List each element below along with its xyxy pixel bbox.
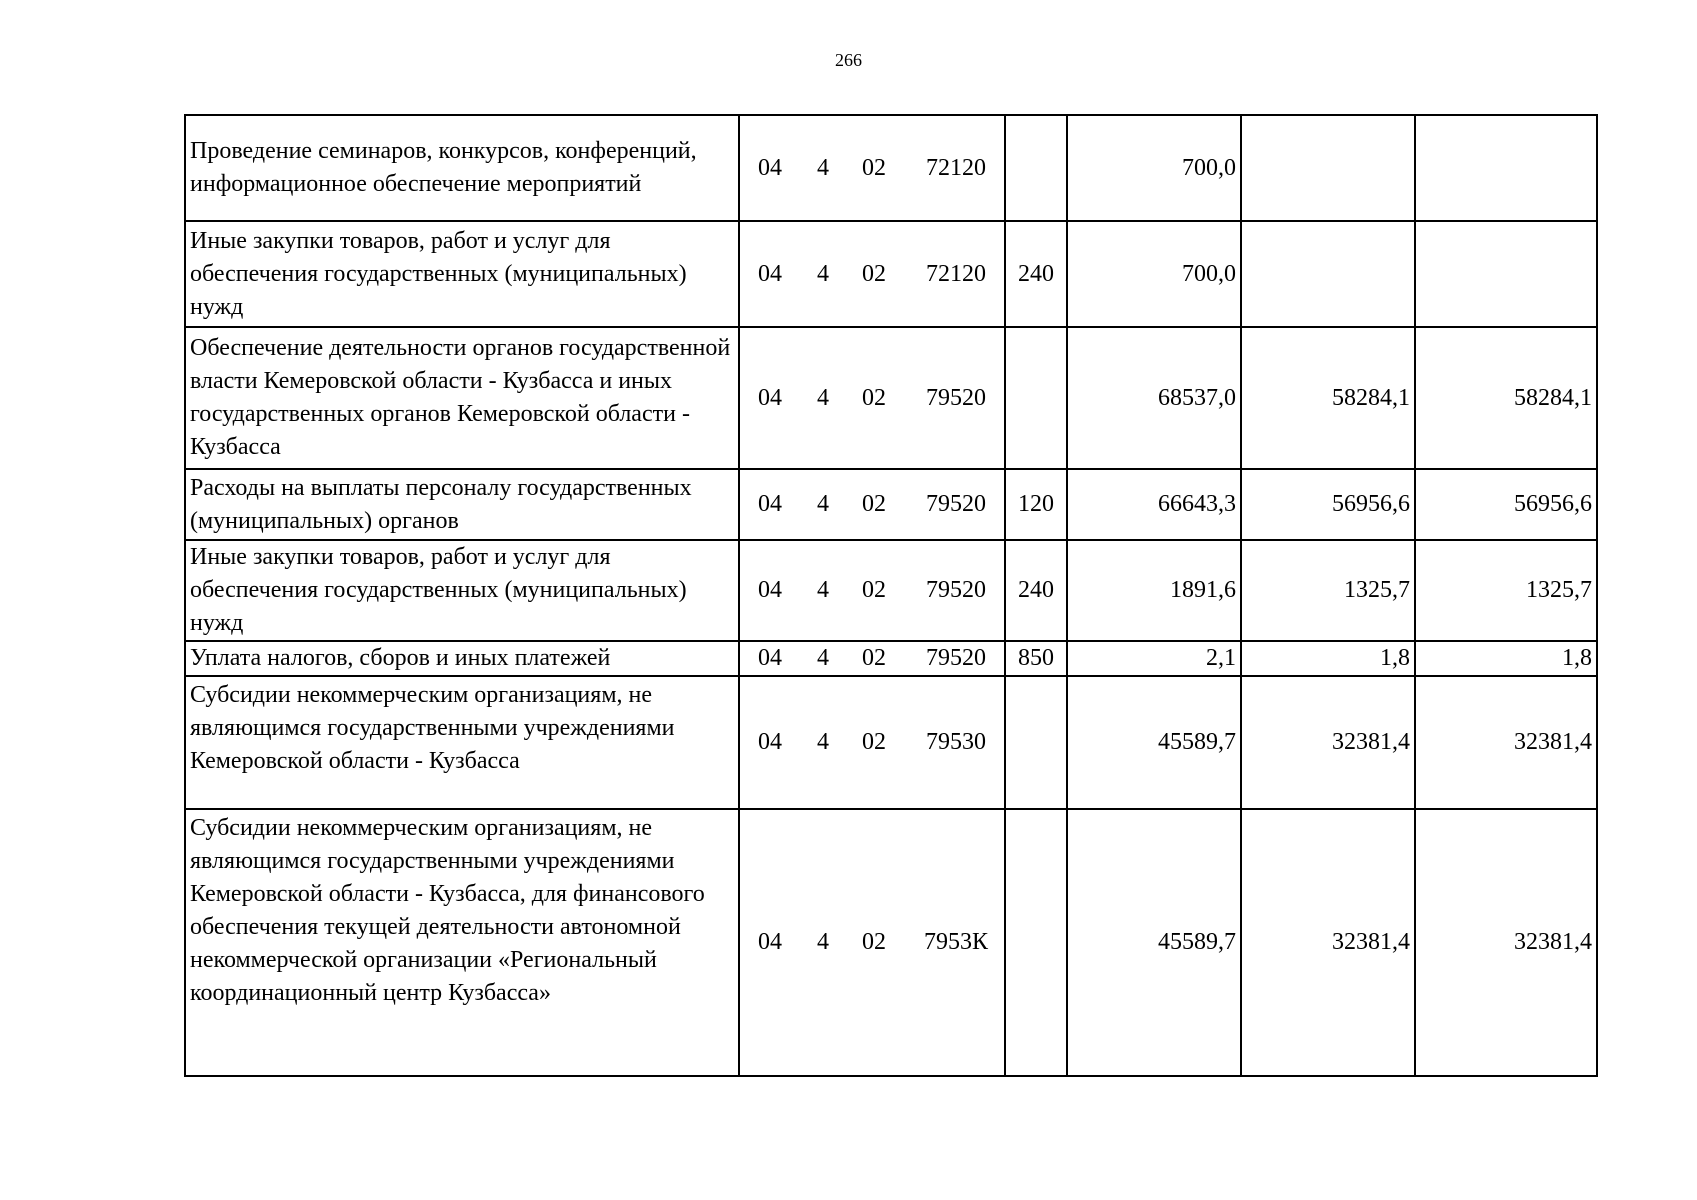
code-subprogram: 02 <box>862 384 886 411</box>
table-row <box>185 327 1597 469</box>
code-direction: 79520 <box>926 491 986 517</box>
expense-type-code <box>1005 115 1067 221</box>
code-subprogram: 02 <box>862 154 886 181</box>
expense-type-code: 240 <box>1005 540 1067 641</box>
code-program: 4 <box>817 929 829 955</box>
code-direction: 79520 <box>926 577 986 603</box>
value-year-3 <box>1415 221 1597 327</box>
code-subprogram: 02 <box>862 577 886 603</box>
value-year-3: 1,8 <box>1415 641 1597 676</box>
table-row <box>185 676 1597 809</box>
value-year-2: 32381,4 <box>1241 809 1415 1076</box>
row-codes <box>739 115 1005 221</box>
value-year-3: 32381,4 <box>1415 809 1597 1076</box>
table-row <box>185 469 1597 540</box>
expense-type-code <box>1005 327 1067 469</box>
value-year-1: 700,0 <box>1067 115 1241 221</box>
code-program: 4 <box>817 491 829 517</box>
value-year-1: 700,0 <box>1067 221 1241 327</box>
value-year-2 <box>1241 221 1415 327</box>
page-number: 266 <box>835 50 862 70</box>
row-codes <box>739 641 1005 676</box>
code-section: 04 <box>758 260 782 287</box>
code-section: 04 <box>758 929 782 955</box>
code-program: 4 <box>817 645 829 671</box>
code-section: 04 <box>758 729 782 755</box>
row-name: Проведение семинаров, конкурсов, конференций, информационное обеспечение мероприятий <box>185 115 739 221</box>
code-subprogram: 02 <box>862 260 886 287</box>
expense-type-code: 240 <box>1005 221 1067 327</box>
value-year-1: 66643,3 <box>1067 469 1241 540</box>
code-section: 04 <box>758 154 782 181</box>
code-direction: 79520 <box>926 384 986 411</box>
value-year-2: 58284,1 <box>1241 327 1415 469</box>
expense-type-code: 850 <box>1005 641 1067 676</box>
code-section: 04 <box>758 577 782 603</box>
code-program: 4 <box>817 577 829 603</box>
value-year-2: 56956,6 <box>1241 469 1415 540</box>
code-program: 4 <box>817 729 829 755</box>
value-year-2 <box>1241 115 1415 221</box>
code-direction: 72120 <box>926 154 986 181</box>
row-name: Иные закупки товаров, работ и услуг для обеспечения государственных (муниципальных) нужд <box>185 221 739 327</box>
row-codes <box>739 540 1005 641</box>
code-subprogram: 02 <box>862 929 886 955</box>
value-year-1: 68537,0 <box>1067 327 1241 469</box>
value-year-2: 1,8 <box>1241 641 1415 676</box>
row-name: Субсидии некоммерческим организациям, не являющимся государственными учреждениями Кемеровской области - Кузбасса, для финансового обеспечения текущей деятельности автономной некоммерческой организации «Региональный координационный центр Кузбасса» <box>185 809 739 1076</box>
table-row <box>185 115 1597 221</box>
value-year-1: 45589,7 <box>1067 809 1241 1076</box>
code-section: 04 <box>758 645 782 671</box>
row-codes <box>739 221 1005 327</box>
value-year-1: 1891,6 <box>1067 540 1241 641</box>
value-year-3: 32381,4 <box>1415 676 1597 809</box>
code-program: 4 <box>817 260 829 287</box>
row-name: Обеспечение деятельности органов государственной власти Кемеровской области - Кузбасса и иных государственных органов Кемеровской области - Кузбасса <box>185 327 739 469</box>
expense-type-code <box>1005 676 1067 809</box>
code-subprogram: 02 <box>862 645 886 671</box>
code-subprogram: 02 <box>862 729 886 755</box>
value-year-2: 32381,4 <box>1241 676 1415 809</box>
code-program: 4 <box>817 154 829 181</box>
row-name: Субсидии некоммерческим организациям, не являющимся государственными учреждениями Кемеровской области - Кузбасса <box>185 676 739 809</box>
code-section: 04 <box>758 491 782 517</box>
code-direction: 7953К <box>923 929 988 955</box>
expense-type-code: 120 <box>1005 469 1067 540</box>
row-codes <box>739 327 1005 469</box>
row-codes <box>739 676 1005 809</box>
table-row <box>185 641 1597 676</box>
value-year-3: 1325,7 <box>1415 540 1597 641</box>
budget-table <box>184 114 1598 1077</box>
code-direction: 79520 <box>926 645 986 671</box>
code-direction: 79530 <box>926 729 986 755</box>
value-year-3: 56956,6 <box>1415 469 1597 540</box>
code-program: 4 <box>817 384 829 411</box>
expense-type-code <box>1005 809 1067 1076</box>
row-name: Иные закупки товаров, работ и услуг для обеспечения государственных (муниципальных) нужд <box>185 540 739 641</box>
row-codes <box>739 469 1005 540</box>
row-codes <box>739 809 1005 1076</box>
value-year-1: 45589,7 <box>1067 676 1241 809</box>
value-year-1: 2,1 <box>1067 641 1241 676</box>
value-year-2: 1325,7 <box>1241 540 1415 641</box>
code-section: 04 <box>758 384 782 411</box>
value-year-3: 58284,1 <box>1415 327 1597 469</box>
row-name: Уплата налогов, сборов и иных платежей <box>185 641 739 676</box>
table-row <box>185 540 1597 641</box>
row-name: Расходы на выплаты персоналу государственных (муниципальных) органов <box>185 469 739 540</box>
code-subprogram: 02 <box>862 491 886 517</box>
table-row <box>185 809 1597 1076</box>
table-row <box>185 221 1597 327</box>
code-direction: 72120 <box>926 260 986 287</box>
value-year-3 <box>1415 115 1597 221</box>
